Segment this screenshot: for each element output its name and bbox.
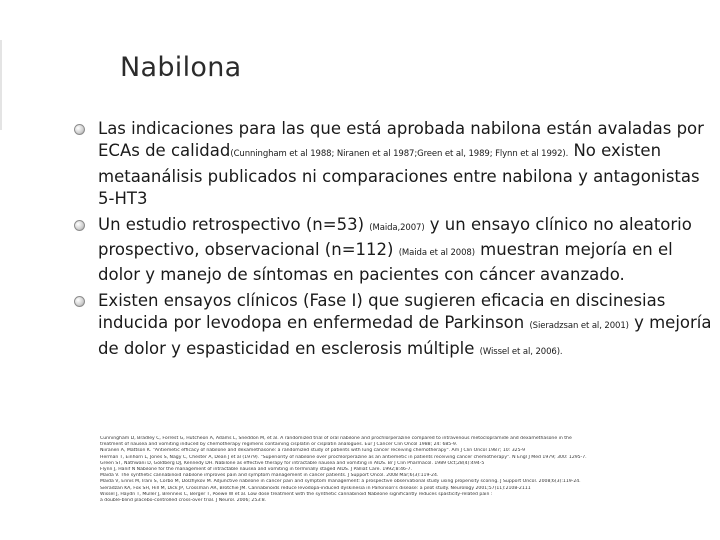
bullet-2-text: Un estudio retrospectivo (n=53) — [98, 214, 370, 234]
bullet-dot-icon — [74, 296, 85, 307]
bullet-2-citation-1: (Maida,2007) — [369, 222, 425, 233]
reference-line: Flynn J, Hanif N Nabilone for the management of intractable nausea and vomiting in terminally staged AIDS. J Palliat Care. 1992;8:46-7. — [100, 467, 412, 473]
reference-line: Niiranen A, Mattson K. "Antiemetic efficacy of nabilone and dexamethasone: a randomized study of patients with lung cancer receiving chemotherapy". Am J Clin Oncol 1987; 10: 325-9 — [100, 448, 526, 454]
reference-line: Maida V, Ennis M, Irani S, Corbo M, Dolzhykov M. Adjunctive nabilone in cancer pain and symptom management: a prospective observational study using propensity scoring. J Support Oncol. 2008;6(3):119-24. — [100, 479, 581, 485]
bullet-3-text: Existen ensayos clínicos (Fase I) que sugieren eficacia en discinesias inducida por levodopa en enfermedad de Parkinson — [98, 290, 666, 333]
reference-line: Green ST, Nathwani D, Goldberg DJ, Kennedy DH. Nabilone as effective therapy for intractable nausea and vomiting in AIDS. Br J Clin Pharmacol. 1989 Oct;28(4):494-5 — [100, 460, 485, 466]
bullet-item-2 — [73, 214, 713, 287]
reference-line: Sieradzan KA, Fox SH, Hill M, Dick JP, Crossman AR, Brotchie JM. Cannabinoids reduce levodopa-induced dyskinesia in Parkinson's disease: a pilot study. Neurology 2001;57(11):2108-2111 — [100, 485, 531, 491]
bullet-dot-icon — [74, 220, 85, 231]
bullet-dot-icon — [74, 124, 85, 135]
reference-line: a double-blind placebo-controlled cross-over trial. J Neurol. 2006; 253:8. — [100, 498, 267, 504]
bullet-1-text-cont: No existen metaanálisis publicados ni comparaciones entre nabilona y antagonistas 5-HT3 — [98, 141, 700, 209]
bullet-list — [73, 118, 713, 366]
bullet-1-text: Las indicaciones para las que está aprobada nabilona están avaladas por ECAs de calidad — [98, 119, 704, 161]
reference-line: Herman T, Einhorn L, Jones S, Nagy C, Chester A, Dean J et al (1979). "Superiority of nabilone over prochlorperazine as an antiemetic in patients receiving cancer chemotherapy". N Engl J Med 1979; 300: 1295-7. — [100, 454, 587, 460]
bullet-item-3 — [73, 290, 713, 363]
bullet-item-1 — [73, 118, 713, 211]
bullet-3-text-cont: y mejoría de dolor y espasticidad en esclerosis múltiple — [98, 313, 712, 358]
slide-title: Nabilona — [120, 52, 242, 83]
bullet-2-text-cont: y un ensayo clínico no aleatorio prospectivo, observacional (n=112) — [98, 214, 692, 260]
title-accent-line — [0, 40, 2, 130]
reference-line: treatment of nausea and vomiting induced by chemotherapy regimens containing cisplatin or cisplatin analogues. Eur J Cancer Clin Oncol 1988; 24: 685-9. — [100, 442, 458, 448]
bullet-2-text-end: muestran mejoría en el dolor y manejo de síntomas en pacientes con cáncer avanzado. — [98, 240, 673, 285]
bullet-3-citation-2: (Wissel et al, 2006). — [479, 346, 563, 357]
reference-line: Cunningham D, Bradley C, Forrest G, Hutcheon A, Adams L, Sneddon M, et al. A randomized trial of oral nabilone and prochlorperazine compared to intravenous metoclopramide and dexamethasone in the — [100, 436, 572, 441]
references-block — [100, 436, 620, 504]
bullet-2-citation-2: (Maida et al 2008) — [398, 248, 475, 259]
bullet-3-citation-1: (Sieradzsan et al, 2001) — [529, 321, 629, 332]
reference-line: Maida V. The synthetic cannabinoid nabilone improves pain and symptom management in cancer patients. J Support Oncol. 2008 Mar;6(3):119-24. — [100, 473, 439, 479]
reference-line: Wissel J, Haydn T, Muller J, Brenneis C, Berger T, Poewe W et al. Low dose treatment with the synthetic cannabinoid Nabilone significantly reduces spasticity-related pain : — [100, 491, 493, 497]
bullet-1-citation: (Cunningham et al 1988; Niranen et al 1987;Green et al, 1989; Flynn et al 1992). — [230, 149, 569, 160]
